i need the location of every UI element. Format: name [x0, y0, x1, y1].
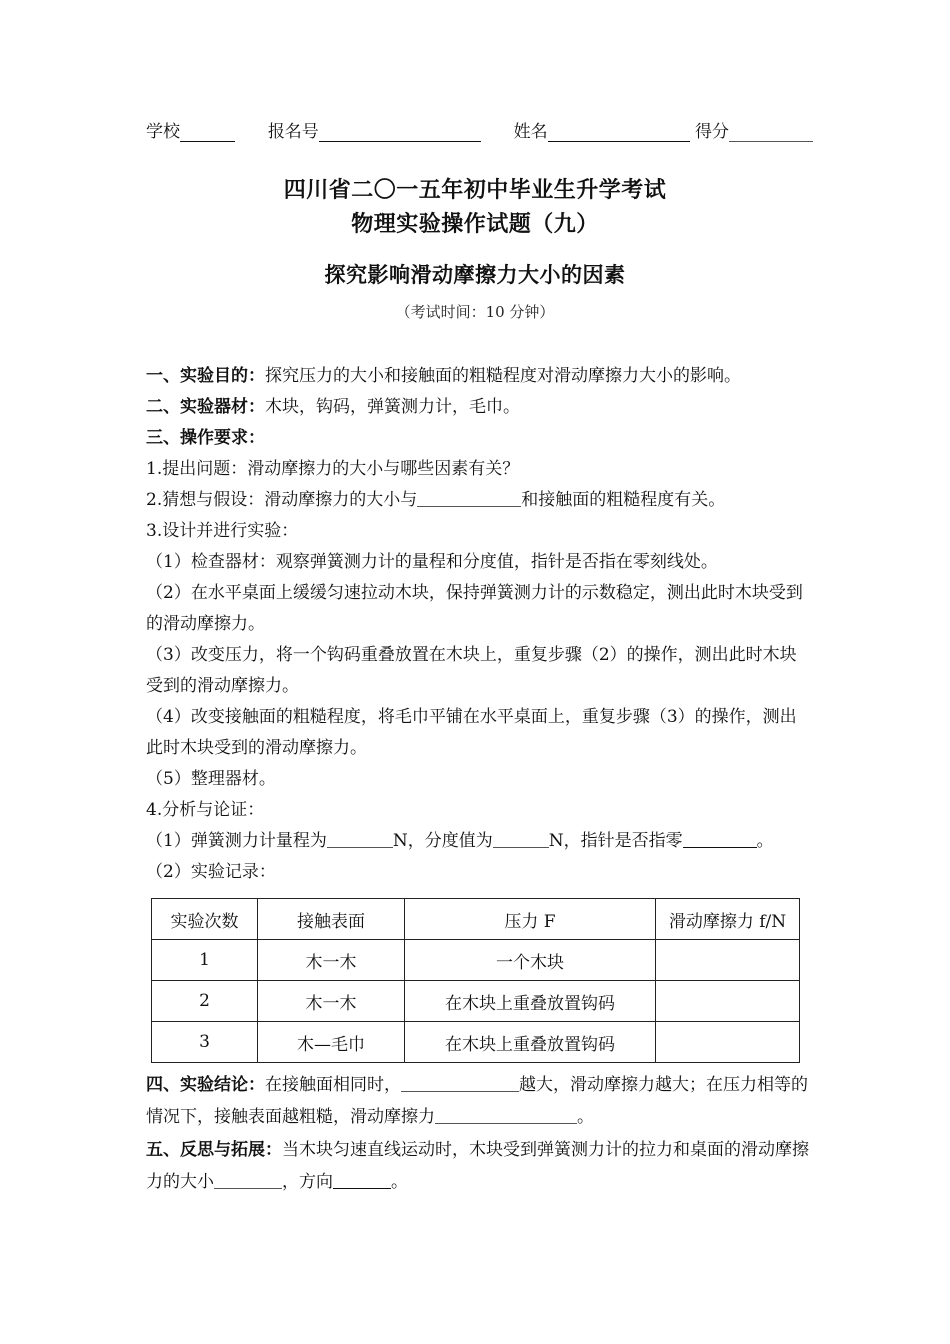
- reflection-blank-2[interactable]: [333, 1171, 391, 1189]
- table-cell: 在木块上重叠放置钩码: [405, 981, 656, 1022]
- score-blank[interactable]: [729, 123, 813, 142]
- school-blank[interactable]: [180, 123, 235, 142]
- conclusion-section: [146, 1069, 810, 1133]
- school-label: 学校: [146, 122, 180, 142]
- question-1: 1.提出问题：滑动摩擦力的大小与哪些因素有关？: [146, 459, 520, 479]
- table-row: [152, 940, 800, 981]
- answer-2: （2）实验记录：: [146, 862, 276, 882]
- step-5: （5）整理器材。: [146, 769, 276, 789]
- conclusion-label: 四、实验结论：: [146, 1075, 265, 1095]
- name-label: 姓名: [513, 122, 548, 142]
- equipment-text: 木块，钩码，弹簧测力计，毛巾。: [265, 397, 520, 417]
- range-blank[interactable]: [327, 830, 393, 848]
- table-cell: 木一木: [258, 981, 405, 1022]
- exam-title-line1: 四川省二〇一五年初中毕业生升学考试: [283, 178, 667, 203]
- table-header-row: [152, 899, 800, 940]
- experiment-title: 探究影响滑动摩擦力大小的因素: [324, 263, 626, 287]
- conclusion-blank-1[interactable]: [401, 1074, 519, 1092]
- registration-blank[interactable]: [319, 123, 481, 142]
- answer-1-end: 。: [756, 831, 774, 851]
- reflection-section: [146, 1134, 810, 1198]
- requirements-label: 三、操作要求：: [146, 428, 265, 448]
- table-header: 实验次数: [152, 899, 258, 940]
- question-2-before: 2.猜想与假设：滑动摩擦力的大小与: [146, 490, 418, 510]
- table-header: 压力 F: [405, 899, 656, 940]
- reflection-blank-1[interactable]: [214, 1171, 282, 1189]
- table-cell: 3: [152, 1022, 258, 1063]
- reflection-label: 五、反思与拓展：: [146, 1140, 282, 1160]
- exam-title-line2: 物理实验操作试题（九）: [351, 212, 599, 237]
- step-2: （2）在水平桌面上缓缓匀速拉动木块，保持弹簧测力计的示数稳定，测出此时木块受到的滑动摩擦力。: [146, 583, 803, 634]
- score-label: 得分: [695, 122, 730, 142]
- table-cell: 一个木块: [405, 940, 656, 981]
- question-3: 3.设计并进行实验：: [146, 521, 299, 541]
- table-row: [152, 981, 800, 1022]
- table-cell: 在木块上重叠放置钩码: [405, 1022, 656, 1063]
- table-cell: 2: [152, 981, 258, 1022]
- reflection-part3: 。: [391, 1172, 408, 1192]
- table-header: 接触表面: [258, 899, 405, 940]
- conclusion-part3: 。: [577, 1107, 594, 1127]
- conclusion-part1: 在接触面相同时，: [265, 1075, 401, 1095]
- step-1: （1）检查器材：观察弹簧测力计的量程和分度值，指针是否指在零刻线处。: [146, 552, 718, 572]
- answer-1-part1: （1）弹簧测力计量程为: [146, 831, 327, 851]
- table-header: 滑动摩擦力 f/N: [656, 899, 800, 940]
- conclusion-part2: 越大，滑动摩擦力越大；在压力相等的情况下，接触表面越粗糙，滑动摩擦力: [146, 1075, 808, 1127]
- reflection-part2: ，方向: [282, 1172, 333, 1192]
- equipment-paragraph: [146, 392, 810, 423]
- zero-check-blank[interactable]: [683, 830, 757, 848]
- table-row: [152, 1022, 800, 1063]
- name-blank[interactable]: [548, 123, 690, 142]
- conclusion-blank-2[interactable]: [435, 1106, 577, 1124]
- instructions-body: [146, 361, 810, 888]
- question-2-after: 和接触面的粗糙程度有关。: [521, 490, 726, 510]
- answer-1: [146, 826, 810, 857]
- question-4: 4.分析与论证：: [146, 800, 265, 820]
- friction-input-cell[interactable]: [656, 981, 800, 1022]
- student-info-line: [146, 117, 806, 142]
- purpose-text: 探究压力的大小和接触面的粗糙程度对滑动摩擦力大小的影响。: [265, 366, 741, 386]
- step-4: （4）改变接触面的粗糙程度，将毛巾平铺在水平桌面上，重复步骤（3）的操作，测出此时木块受到的滑动摩擦力。: [146, 707, 797, 758]
- table-cell: 木一木: [258, 940, 405, 981]
- friction-input-cell[interactable]: [656, 1022, 800, 1063]
- division-blank[interactable]: [493, 830, 549, 848]
- table-cell: 1: [152, 940, 258, 981]
- answer-1-part3: N，指针是否指零: [548, 831, 683, 851]
- purpose-label: 一、实验目的：: [146, 366, 265, 386]
- registration-label: 报名号: [267, 122, 319, 142]
- answer-1-part2: N，分度值为: [392, 831, 493, 851]
- friction-input-cell[interactable]: [656, 940, 800, 981]
- hypothesis-blank[interactable]: [417, 489, 521, 507]
- exam-time: （考试时间：10 分钟）: [395, 303, 555, 321]
- step-3: （3）改变压力，将一个钩码重叠放置在木块上，重复步骤（2）的操作，测出此时木块受到的滑动摩擦力。: [146, 645, 797, 696]
- question-2: [146, 485, 810, 516]
- equipment-label: 二、实验器材：: [146, 397, 265, 417]
- purpose-paragraph: [146, 361, 810, 392]
- reflection-part1: 当木块匀速直线运动时，木块受到弹簧测力计的拉力和桌面的滑动摩擦力的大小: [146, 1140, 809, 1192]
- experiment-record-table: [151, 898, 800, 1063]
- table-cell: 木—毛巾: [258, 1022, 405, 1063]
